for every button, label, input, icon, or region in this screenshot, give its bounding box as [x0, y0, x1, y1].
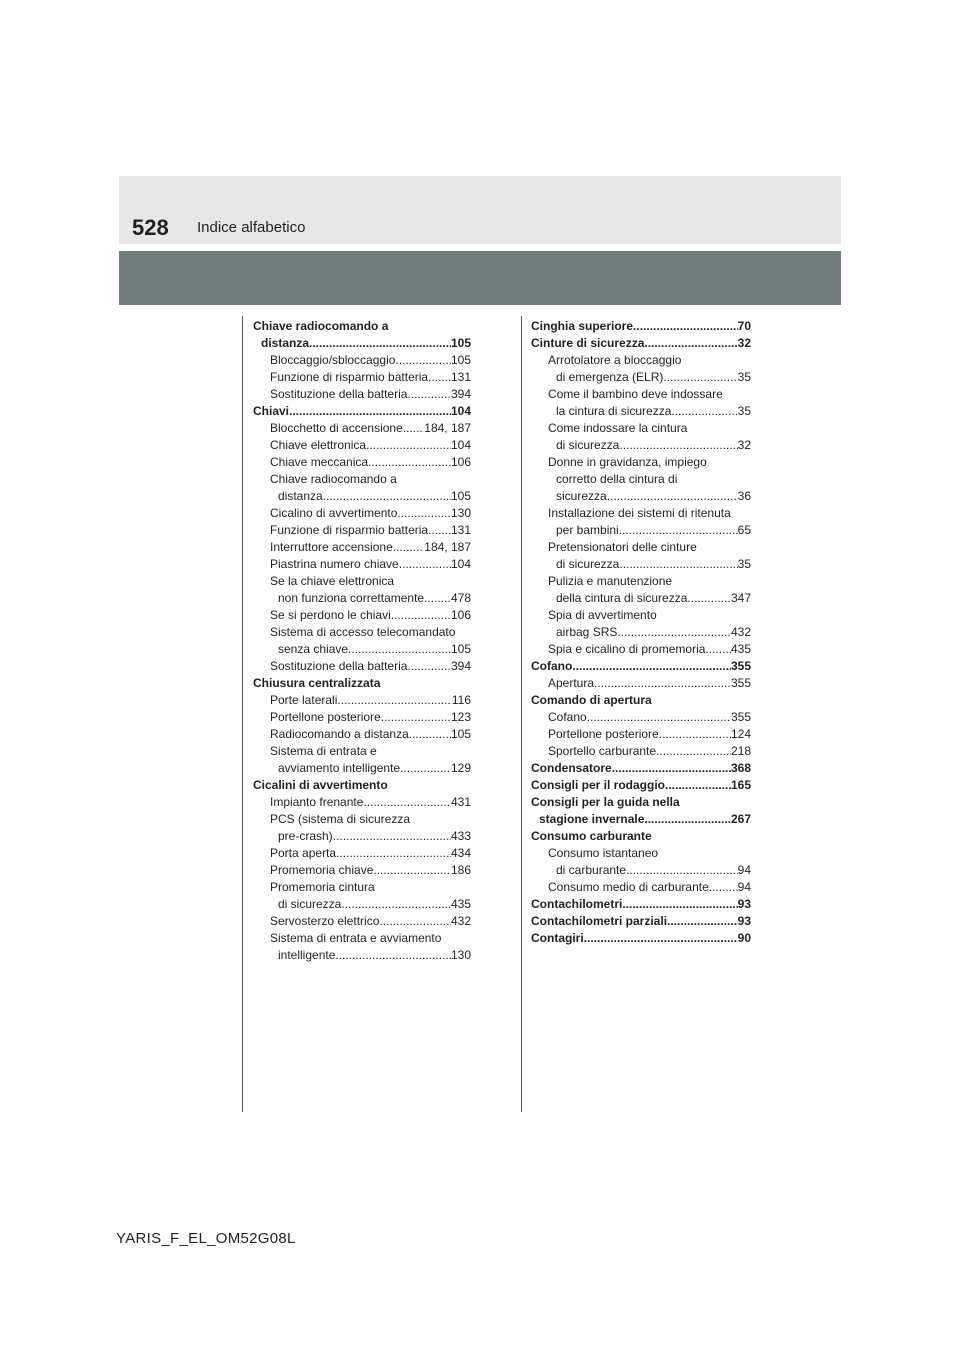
index-entry: [531, 318, 751, 335]
index-heading: Cicalini di avvertimento: [253, 778, 388, 792]
entry-page: 65: [737, 523, 751, 537]
entry-label: di sicurezza: [556, 557, 620, 571]
index-heading: Comando di apertura: [531, 693, 652, 707]
leader-dots: [395, 352, 451, 369]
leader-dots: [397, 505, 451, 522]
index-heading: Consumo istantaneo: [548, 846, 659, 860]
entry-label: Sostituzione della batteria: [270, 387, 408, 401]
entry-label: di sicurezza: [278, 897, 342, 911]
entry-page: 70: [737, 319, 751, 333]
entry-label: Cicalino di avvertimento: [270, 506, 398, 520]
leader-dots: [667, 913, 738, 930]
entry-label: Funzione di risparmio batteria: [270, 523, 429, 537]
entry-label: senza chiave: [278, 642, 349, 656]
leader-dots: [622, 896, 737, 913]
leader-dots: [400, 760, 451, 777]
entry-label: Cinghia superiore: [531, 319, 634, 333]
leader-dots: [587, 709, 731, 726]
leader-dots: [659, 726, 731, 743]
index-entry: [253, 335, 471, 352]
index-entry: [531, 522, 751, 539]
index-entry: [531, 658, 751, 675]
index-entry: [253, 607, 471, 624]
entry-label: non funziona correttamente: [278, 591, 425, 605]
right-column-rule: [521, 316, 522, 1112]
entry-page: 355: [730, 710, 751, 724]
index-entry: [253, 845, 471, 862]
leader-dots: [626, 862, 738, 879]
index-entry: [253, 896, 471, 913]
index-entry: [253, 539, 471, 556]
entry-label: Funzione di risparmio batteria: [270, 370, 429, 384]
entry-page: 105: [450, 642, 471, 656]
leader-dots: [619, 556, 737, 573]
entry-label: Apertura: [548, 676, 595, 690]
index-entry: [253, 590, 471, 607]
leader-dots: [335, 947, 451, 964]
entry-page: 433: [450, 829, 471, 843]
entry-label: di emergenza (ELR): [556, 370, 664, 384]
index-entry: [531, 811, 751, 828]
index-entry: [253, 420, 471, 437]
entry-page: 186: [450, 863, 471, 877]
entry-page: 104: [450, 557, 471, 571]
index-heading: Consigli per la guida nella: [531, 795, 680, 809]
index-heading: corretto della cintura di: [556, 472, 678, 486]
index-heading: Donne in gravidanza, impiego: [548, 455, 707, 469]
index-entry: [253, 709, 471, 726]
leader-dots: [424, 590, 451, 607]
entry-page: 124: [730, 727, 751, 741]
entry-label: Promemoria chiave: [270, 863, 374, 877]
entry-label: airbag SRS: [556, 625, 618, 639]
entry-page: 36: [737, 489, 751, 503]
leader-dots: [337, 692, 451, 709]
entry-page: 94: [737, 863, 751, 877]
header-bar: [119, 251, 841, 305]
section-title: Indice alfabetico: [197, 219, 306, 236]
leader-dots: [309, 335, 451, 352]
entry-label: sicurezza: [556, 489, 607, 503]
index-entry: [253, 488, 471, 505]
entry-page: 105: [450, 353, 471, 367]
entry-label: Blocchetto di accensione: [270, 421, 403, 435]
index-heading: Sistema di accesso telecomandato: [270, 625, 456, 639]
entry-page: 123: [450, 710, 471, 724]
leader-dots: [393, 539, 425, 556]
index-entry: [531, 862, 751, 879]
entry-page: 105: [450, 489, 471, 503]
entry-label: Spia e cicalino di promemoria: [548, 642, 706, 656]
index-entry: [531, 369, 751, 386]
entry-label: Bloccaggio/sbloccaggio: [270, 353, 396, 367]
entry-label: distanza: [261, 336, 310, 350]
leader-dots: [407, 386, 451, 403]
index-entry: [253, 658, 471, 675]
entry-page: 355: [730, 676, 751, 690]
index-heading: Chiusura centralizzata: [253, 676, 381, 690]
leader-dots: [617, 624, 731, 641]
leader-dots: [428, 369, 451, 386]
leader-dots: [399, 556, 451, 573]
entry-label: per bambini: [556, 523, 619, 537]
index-entry: [253, 913, 471, 930]
entry-label: Contagiri: [531, 931, 584, 945]
leader-dots: [363, 794, 451, 811]
index-entry: [253, 505, 471, 522]
entry-page: 394: [450, 387, 471, 401]
entry-label: della cintura di sicurezza: [556, 591, 688, 605]
entry-label: Piastrina numero chiave: [270, 557, 399, 571]
leader-dots: [289, 403, 451, 420]
leader-dots: [644, 811, 731, 828]
leader-dots: [687, 590, 731, 607]
entry-page: 35: [737, 557, 751, 571]
index-entry: [253, 369, 471, 386]
entry-label: Portellone posteriore: [270, 710, 381, 724]
leader-dots: [607, 488, 738, 505]
entry-label: la cintura di sicurezza: [556, 404, 672, 418]
leader-dots: [644, 335, 737, 352]
leader-dots: [705, 641, 731, 658]
leader-dots: [572, 658, 731, 675]
entry-page: 90: [737, 931, 751, 945]
index-entry: [531, 675, 751, 692]
index-heading: PCS (sistema di sicurezza: [270, 812, 411, 826]
entry-page: 32: [737, 336, 751, 350]
leader-dots: [428, 522, 451, 539]
leader-dots: [619, 522, 738, 539]
entry-page: 435: [450, 897, 471, 911]
index-entry: [531, 760, 751, 777]
index-heading: Sistema di entrata e: [270, 744, 377, 758]
entry-label: Chiavi: [253, 404, 290, 418]
index-heading: Come il bambino deve indossare: [548, 387, 723, 401]
leader-dots: [665, 777, 731, 794]
entry-page: 105: [450, 336, 471, 350]
leader-dots: [663, 369, 737, 386]
page-number: 528: [132, 215, 169, 240]
index-entry: [531, 556, 751, 573]
entry-label: di carburante: [556, 863, 627, 877]
index-entry: [253, 760, 471, 777]
entry-label: Cofano: [531, 659, 573, 673]
index-heading: Pulizia e manutenzione: [548, 574, 673, 588]
entry-page: 116: [451, 693, 471, 707]
leader-dots: [348, 641, 451, 658]
index-entry: [531, 743, 751, 760]
entry-page: 432: [730, 625, 751, 639]
entry-page: 431: [450, 795, 471, 809]
entry-label: Sostituzione della batteria: [270, 659, 408, 673]
entry-label: stagione invernale: [539, 812, 645, 826]
entry-label: Chiave meccanica: [270, 455, 369, 469]
index-heading: Chiave radiocomando a: [253, 319, 389, 333]
entry-page: 35: [737, 370, 751, 384]
leader-dots: [381, 709, 451, 726]
entry-page: 93: [737, 914, 751, 928]
index-entry: [531, 641, 751, 658]
index-entry: [531, 930, 751, 947]
index-heading: Promemoria cintura: [270, 880, 375, 894]
index-heading: Arrotolatore a bloccaggio: [548, 353, 682, 367]
leader-dots: [409, 726, 451, 743]
index-heading: Chiave radiocomando a: [270, 472, 397, 486]
entry-label: avviamento intelligente: [278, 761, 401, 775]
entry-label: Contachilometri: [531, 897, 623, 911]
entry-label: Cofano: [548, 710, 587, 724]
index-heading: Installazione dei sistemi di ritenuta: [548, 506, 731, 520]
entry-page: 104: [450, 404, 471, 418]
entry-label: Impianto frenante: [270, 795, 364, 809]
entry-label: Radiocomando a distanza: [270, 727, 409, 741]
entry-page: 105: [450, 727, 471, 741]
entry-label: Consumo medio di carburante: [548, 880, 709, 894]
index-heading: Spia di avvertimento: [548, 608, 657, 622]
leader-dots: [656, 743, 731, 760]
entry-page: 394: [450, 659, 471, 673]
leader-dots: [391, 607, 451, 624]
entry-page: 267: [730, 812, 751, 826]
leader-dots: [619, 437, 737, 454]
index-heading: Se la chiave elettronica: [270, 574, 395, 588]
leader-dots: [584, 930, 738, 947]
entry-label: Condensatore: [531, 761, 612, 775]
leader-dots: [373, 862, 451, 879]
document-code: YARIS_F_EL_OM52G08L: [116, 1230, 296, 1247]
entry-page: 130: [450, 948, 471, 962]
index-entry: [531, 709, 751, 726]
index-entry: [531, 726, 751, 743]
leader-dots: [366, 437, 451, 454]
entry-page: 165: [730, 778, 751, 792]
index-entry: [253, 437, 471, 454]
entry-label: distanza: [278, 489, 323, 503]
index-entry: [531, 777, 751, 794]
index-entry: [253, 726, 471, 743]
index-entry: [531, 896, 751, 913]
entry-page: 435: [730, 642, 751, 656]
entry-page: 131: [450, 370, 471, 384]
entry-label: Cinture di sicurezza: [531, 336, 645, 350]
entry-page: 355: [730, 659, 751, 673]
entry-label: Interruttore accensione: [270, 540, 393, 554]
entry-page: 129: [450, 761, 471, 775]
index-entry: [253, 454, 471, 471]
entry-page: 184, 187: [424, 540, 471, 554]
leader-dots: [341, 896, 451, 913]
index-entry: [531, 624, 751, 641]
entry-label: Consigli per il rodaggio: [531, 778, 666, 792]
entry-label: Porte laterali: [270, 693, 338, 707]
index-entry: [253, 828, 471, 845]
entry-label: Sportello carburante: [548, 744, 657, 758]
leader-dots: [594, 675, 731, 692]
index-entry: [253, 403, 471, 420]
leader-dots: [407, 658, 451, 675]
entry-label: intelligente: [278, 948, 336, 962]
index-entry: [531, 335, 751, 352]
index-entry: [253, 641, 471, 658]
leader-dots: [336, 845, 451, 862]
leader-dots: [403, 420, 425, 437]
leader-dots: [333, 828, 451, 845]
left-column-rule: [242, 316, 243, 1112]
entry-page: 218: [730, 744, 751, 758]
entry-page: 130: [450, 506, 471, 520]
index-entry: [531, 437, 751, 454]
entry-page: 131: [450, 523, 471, 537]
leader-dots: [633, 318, 738, 335]
index-entry: [253, 556, 471, 573]
entry-page: 434: [450, 846, 471, 860]
entry-page: 106: [450, 608, 471, 622]
entry-label: Se si perdono le chiavi: [270, 608, 391, 622]
index-heading: Come indossare la cintura: [548, 421, 688, 435]
entry-page: 35: [737, 404, 751, 418]
index-entry: [531, 913, 751, 930]
index-entry: [253, 352, 471, 369]
index-entry: [253, 522, 471, 539]
leader-dots: [709, 879, 738, 896]
index-entry: [253, 692, 471, 709]
index-entry: [253, 386, 471, 403]
entry-label: Servosterzo elettrico: [270, 914, 380, 928]
entry-label: Portellone posteriore: [548, 727, 659, 741]
entry-page: 478: [450, 591, 471, 605]
entry-page: 184, 187: [424, 421, 471, 435]
index-entry: [253, 794, 471, 811]
leader-dots: [671, 403, 737, 420]
entry-label: Porta aperta: [270, 846, 337, 860]
leader-dots: [323, 488, 451, 505]
index-entry: [531, 403, 751, 420]
index-entry: [531, 879, 751, 896]
leader-dots: [368, 454, 451, 471]
entry-label: Chiave elettronica: [270, 438, 367, 452]
index-entry: [253, 862, 471, 879]
index-heading: Sistema di entrata e avviamento: [270, 931, 442, 945]
leader-dots: [612, 760, 731, 777]
entry-label: Contachilometri parziali: [531, 914, 668, 928]
entry-page: 347: [730, 591, 751, 605]
entry-label: di sicurezza: [556, 438, 620, 452]
entry-page: 32: [737, 438, 751, 452]
index-entry: [531, 488, 751, 505]
entry-page: 106: [450, 455, 471, 469]
index-heading: Pretensionatori delle cinture: [548, 540, 697, 554]
entry-label: pre-crash): [278, 829, 333, 843]
index-column-left: [253, 318, 471, 964]
entry-page: 432: [450, 914, 471, 928]
leader-dots: [379, 913, 451, 930]
index-entry: [531, 590, 751, 607]
entry-page: 94: [737, 880, 751, 894]
index-column-right: [531, 318, 751, 947]
entry-page: 93: [737, 897, 751, 911]
entry-page: 104: [450, 438, 471, 452]
index-heading: Consumo carburante: [531, 829, 652, 843]
entry-page: 368: [730, 761, 751, 775]
index-entry: [253, 947, 471, 964]
